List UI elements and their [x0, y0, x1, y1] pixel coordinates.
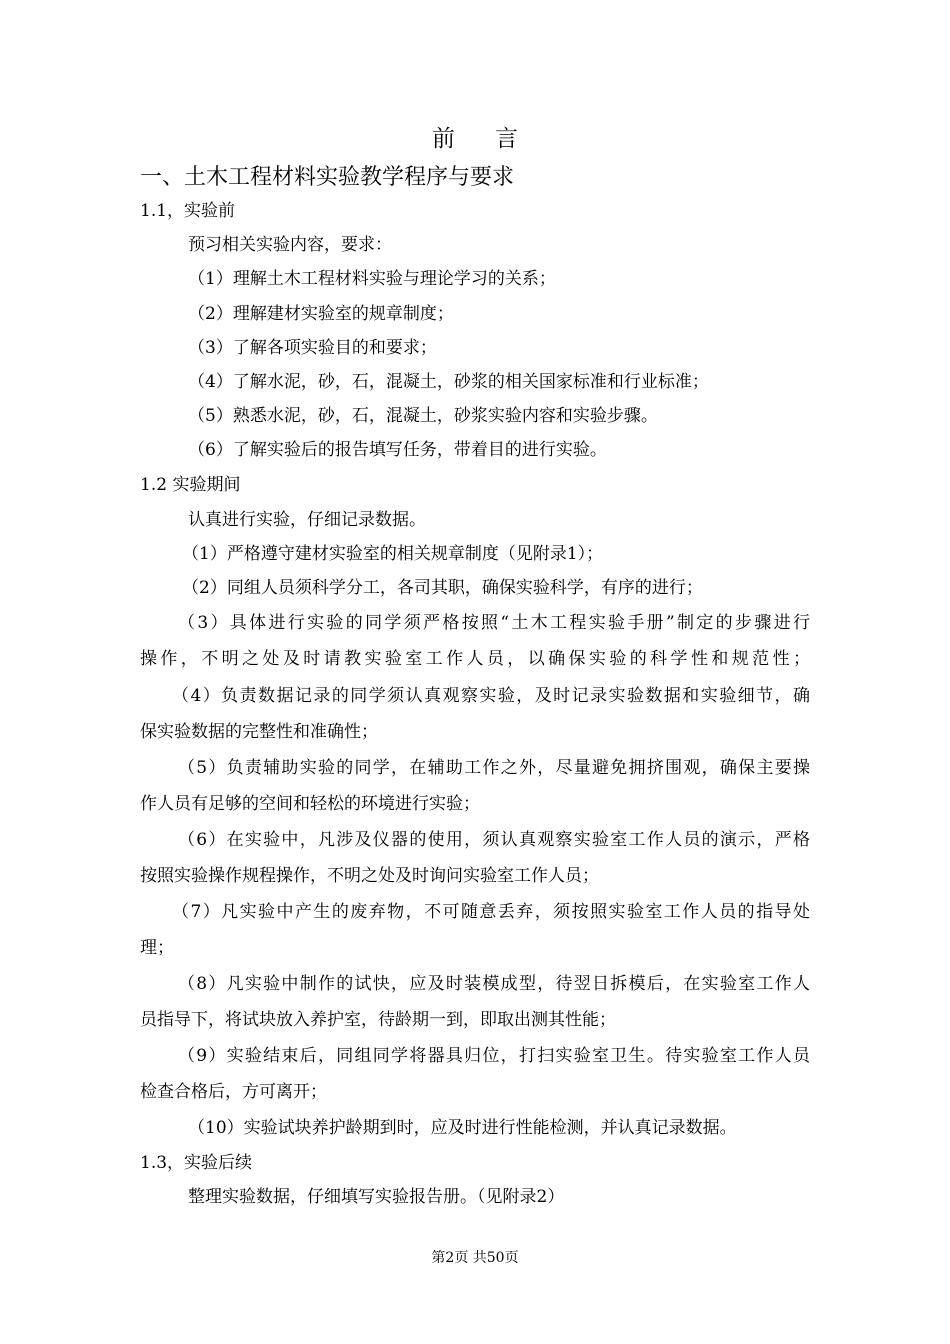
page-footer: 第2页 共50页 [431, 1250, 519, 1266]
section-1-1-item-3: （3）了解各项实验目的和要求； [188, 338, 437, 358]
page-title: 前言 [432, 126, 558, 152]
section-1-2-item-9-line-2: 检查合格后，方可离开； [140, 1082, 327, 1102]
section-1-3-heading: 1.3，实验后续 [140, 1153, 253, 1173]
section-1-3-intro: 整理实验数据，仔细填写实验报告册。（见附录2） [188, 1187, 565, 1207]
section-1-2-item-8-line-1: （8）凡实验中制作的试快，应及时装模成型，待翌日拆模后，在实验室工作人 [178, 974, 810, 994]
section-1-2-item-9-line-1: （9）实验结束后，同组同学将器具归位，打扫实验室卫生。待实验室工作人员 [178, 1046, 810, 1066]
section-1-2-item-8-line-2: 员指导下，将试块放入养护室，待龄期一到，即取出测其性能； [140, 1010, 616, 1030]
section-1-2-item-5-line-1: （5）负责辅助实验的同学，在辅助工作之外，尽量避免拥挤围观，确保主要操 [178, 758, 810, 778]
chapter-heading: 一、土木工程材料实验教学程序与要求 [140, 165, 515, 190]
section-1-1-item-2: （2）理解建材实验室的规章制度； [188, 304, 454, 324]
section-1-1-item-1: （1）理解土木工程材料实验与理论学习的关系； [188, 269, 556, 289]
section-1-2-item-3-line-2: 操作，不明之处及时请教实验室工作人员，以确保实验的科学性和规范性； [140, 649, 810, 669]
section-1-2-item-2: （2）同组人员须科学分工，各司其职，确保实验科学，有序的进行； [182, 578, 703, 598]
section-1-2-item-7-line-1: （7）凡实验中产生的废弃物，不可随意丢弃，须按照实验室工作人员的指导处 [172, 902, 810, 922]
section-1-2-item-5-line-2: 作人员有足够的空间和轻松的环境进行实验； [140, 794, 480, 814]
section-1-1-item-6: （6）了解实验后的报告填写任务，带着目的进行实验。 [188, 440, 607, 460]
section-1-1-heading: 1.1，实验前 [140, 201, 236, 221]
section-1-2-item-6-line-2: 按照实验操作规程操作，不明之处及时询问实验室工作人员； [140, 866, 599, 886]
section-1-2-item-6-line-1: （6）在实验中，凡涉及仪器的使用，须认真观察实验室工作人员的演示，严格 [178, 830, 810, 850]
section-1-2-item-10: （10）实验试块养护龄期到时，应及时进行性能检测，并认真记录数据。 [188, 1118, 737, 1138]
section-1-1-intro: 预习相关实验内容，要求： [188, 235, 392, 255]
section-1-2-item-1: （1）严格遵守建材实验室的相关规章制度（见附录1）； [182, 544, 604, 564]
section-1-1-item-5: （5）熟悉水泥，砂，石，混凝土，砂浆实验内容和实验步骤。 [188, 406, 658, 426]
section-1-2-item-3-line-1: （3）具体进行实验的同学须严格按照“土木工程实验手册”制定的步骤进行 [178, 613, 810, 633]
section-1-2-intro: 认真进行实验，仔细记录数据。 [188, 510, 426, 530]
section-1-2-item-4-line-2: 保实验数据的完整性和准确性； [140, 722, 378, 742]
section-1-2-item-4-line-1: （4）负责数据记录的同学须认真观察实验，及时记录实验数据和实验细节，确 [172, 686, 810, 706]
section-1-2-item-7-line-2: 理； [140, 938, 174, 958]
section-1-2-heading: 1.2 实验期间 [140, 475, 241, 495]
section-1-1-item-4: （4）了解水泥，砂，石，混凝土，砂浆的相关国家标准和行业标准； [188, 372, 709, 392]
